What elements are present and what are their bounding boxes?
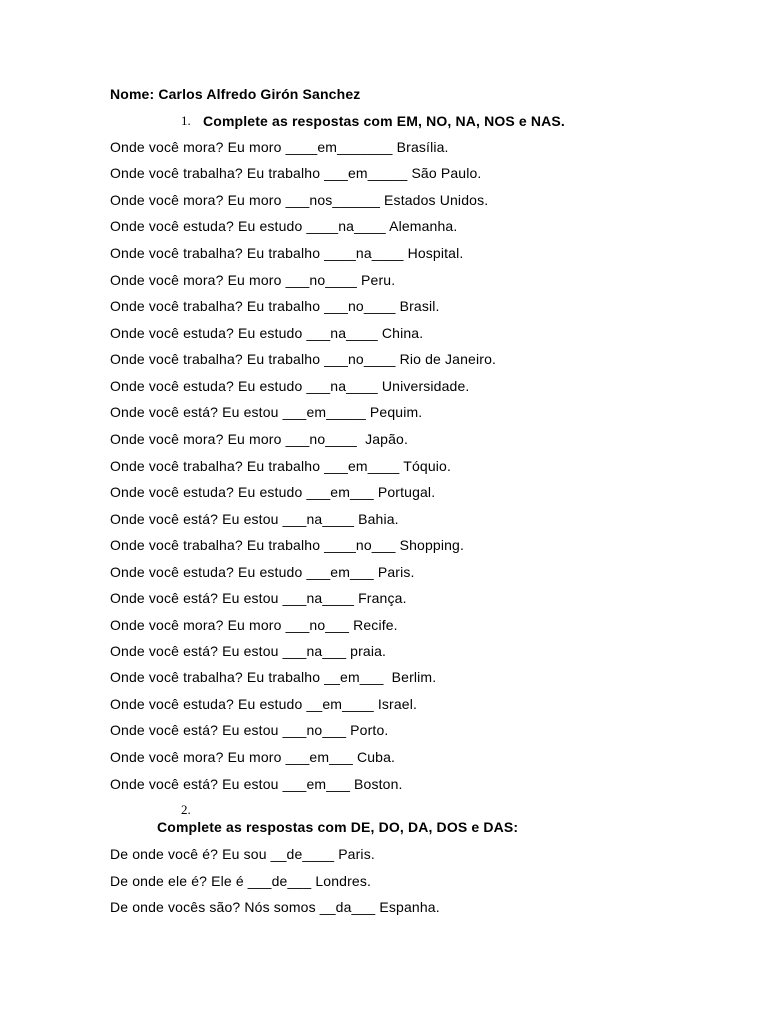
exercise-item: Onde você estuda? Eu estudo ____na____ Alemanha. xyxy=(110,218,458,234)
section-1-number: 1. xyxy=(181,113,191,128)
exercise-item: Onde você estuda? Eu estudo ___na____ China. xyxy=(110,325,424,341)
exercise-item: Onde você trabalha? Eu trabalho ____no___ Shopping. xyxy=(110,537,465,553)
exercise-item: Onde você estuda? Eu estudo __em____ Israel. xyxy=(110,696,418,712)
exercise-item: De onde vocês são? Nós somos __da___ Espanha. xyxy=(110,899,440,915)
exercise-item: Onde você mora? Eu moro ___nos______ Estados Unidos. xyxy=(110,192,489,208)
exercise-item: De onde ele é? Ele é ___de___ Londres. xyxy=(110,873,372,889)
section-1-heading: Complete as respostas com EM, NO, NA, NOS e NAS. xyxy=(203,113,565,129)
exercise-item: Onde você trabalha? Eu trabalho ___no____ Rio de Janeiro. xyxy=(110,351,497,367)
exercise-item: Onde você estuda? Eu estudo ___em___ Portugal. xyxy=(110,484,436,500)
student-name: Nome: Carlos Alfredo Girón Sanchez xyxy=(110,86,361,102)
exercise-item: Onde você mora? Eu moro ____em_______ Brasília. xyxy=(110,139,449,155)
exercise-item: Onde você trabalha? Eu trabalho ___em_____ São Paulo. xyxy=(110,165,482,181)
exercise-item: Onde você mora? Eu moro ___em___ Cuba. xyxy=(110,749,396,765)
section-2-heading: Complete as respostas com DE, DO, DA, DOS e DAS: xyxy=(157,819,519,835)
exercise-item: Onde você está? Eu estou ___na___ praia. xyxy=(110,643,387,659)
exercise-item: Onde você mora? Eu moro ___no____ Peru. xyxy=(110,272,396,288)
exercise-item: Onde você está? Eu estou ___em___ Boston. xyxy=(110,776,403,792)
exercise-item: Onde você trabalha? Eu trabalho ___em____ Tóquio. xyxy=(110,458,451,474)
exercise-item: De onde você é? Eu sou __de____ Paris. xyxy=(110,846,375,862)
exercise-item: Onde você mora? Eu moro ___no____ Japão. xyxy=(110,431,409,447)
exercise-item: Onde você trabalha? Eu trabalho __em___ Berlim. xyxy=(110,669,437,685)
exercise-item: Onde você está? Eu estou ___no___ Porto. xyxy=(110,722,389,738)
exercise-item: Onde você está? Eu estou ___na____ Bahia. xyxy=(110,511,399,527)
exercise-item: Onde você estuda? Eu estudo ___em___ Paris. xyxy=(110,564,415,580)
exercise-item: Onde você está? Eu estou ___em_____ Pequim. xyxy=(110,404,423,420)
exercise-item: Onde você estuda? Eu estudo ___na____ Universidade. xyxy=(110,378,470,394)
section-2-number: 2. xyxy=(181,802,191,817)
exercise-item: Onde você está? Eu estou ___na____ França. xyxy=(110,590,407,606)
exercise-item: Onde você trabalha? Eu trabalho ____na____ Hospital. xyxy=(110,245,464,261)
exercise-item: Onde você trabalha? Eu trabalho ___no____ Brasil. xyxy=(110,298,440,314)
exercise-item: Onde você mora? Eu moro ___no___ Recife. xyxy=(110,617,398,633)
